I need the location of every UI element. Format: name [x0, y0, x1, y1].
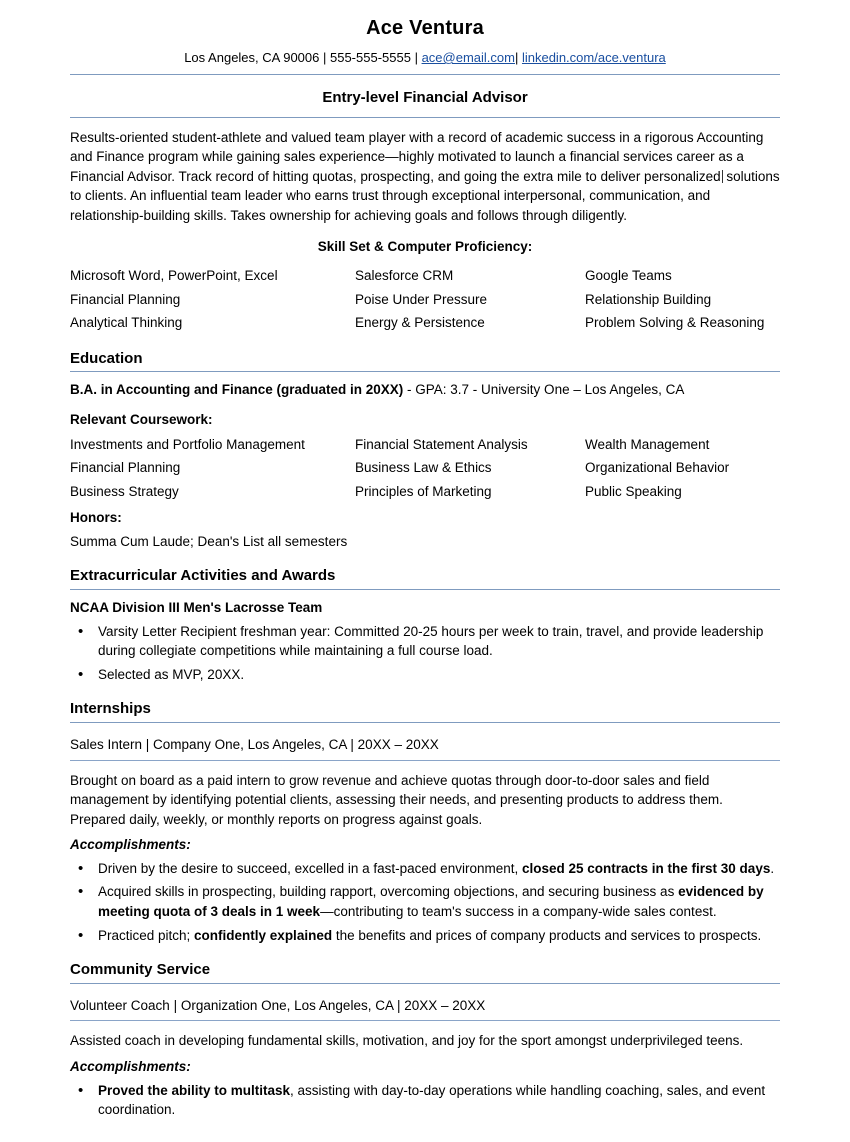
skills-grid [70, 265, 780, 334]
coursework-heading: Relevant Coursework: [70, 411, 213, 427]
extracurricular-divider [70, 589, 780, 590]
community-entry-line: Volunteer Coach | Organization One, Los Angeles, CA | 20XX – 20XX [70, 992, 780, 1022]
contact-sep-1: | [319, 50, 330, 65]
skill-item: Google Teams [585, 267, 672, 283]
bullet-bold: evidenced by meeting quota of 3 deals in 1 week [98, 884, 764, 920]
skills-heading: Skill Set & Computer Proficiency: [317, 239, 533, 255]
community-divider [70, 983, 780, 984]
section-heading-internships: Internships [70, 700, 151, 718]
community-bullets [70, 1081, 780, 1120]
bullet-pre: Practiced pitch; [98, 927, 195, 943]
contact-location: Los Angeles, CA 90006 [184, 50, 320, 65]
coursework-item: Principles of Marketing [355, 483, 492, 499]
coursework-item: Business Law & Ethics [355, 460, 492, 476]
list-item: • Selected as MVP, 20XX. [70, 665, 780, 685]
bullet-post: , assisting with day-to-day operations while handling coaching, sales, and event coordination. [98, 1082, 766, 1118]
email-link[interactable]: ace@email.com [421, 50, 515, 65]
community-accomplishments-label: Accomplishments: [70, 1059, 191, 1075]
coursework-item: Public Speaking [585, 483, 682, 499]
extracurricular-team: NCAA Division III Men's Lacrosse Team [70, 600, 323, 616]
internship-accomplishments-label: Accomplishments: [70, 837, 191, 853]
bullet-bold: closed 25 contracts in the first 30 days [521, 860, 771, 876]
degree-line [70, 380, 780, 400]
internships-divider [70, 722, 780, 723]
bullet-post: . [770, 860, 775, 876]
skill-item: Salesforce CRM [355, 267, 454, 283]
contact-sep-3: | [514, 50, 522, 65]
summary-text-part1: Results-oriented student-athlete and valued team player with a record of academic success in a rigorous Accounting and Finance program while gaining sales experience—highly motivated to launch a financial services career as a Financial Advisor. Track record of hitting quotas, prospecting, and going the extra mile to deliver personalized [70, 129, 764, 184]
coursework-item: Financial Statement Analysis [355, 436, 528, 452]
degree-bold: B.A. in Accounting and Finance (graduated in 20XX) [70, 382, 404, 398]
job-title-divider [70, 117, 780, 118]
internship-entry-line: Sales Intern | Company One, Los Angeles, CA | 20XX – 20XX [70, 731, 780, 761]
contact-line [70, 49, 780, 68]
summary-text-part2: solutions to clients. An influential team leader who earns trust through exceptional interpersonal, communication, and relationship-building skills. Takes ownership for achieving goals and follows through diligently. [70, 168, 780, 223]
coursework-item: Organizational Behavior [585, 460, 730, 476]
bullet-bold: confidently explained [194, 927, 333, 943]
coursework-item: Business Strategy [70, 483, 179, 499]
skill-item: Financial Planning [70, 291, 181, 307]
list-item [70, 859, 780, 879]
contact-sep-2: | [410, 50, 422, 65]
summary-paragraph [70, 128, 780, 226]
education-divider [70, 371, 780, 372]
contact-phone: 555-555-5555 [329, 50, 411, 65]
skill-item: Microsoft Word, PowerPoint, Excel [70, 267, 278, 283]
page-title: Ace Ventura [366, 17, 484, 39]
skill-item: Relationship Building [585, 291, 712, 307]
bullet-post: the benefits and prices of company products and services to prospects. [332, 927, 762, 943]
coursework-item: Investments and Portfolio Management [70, 436, 305, 452]
coursework-item: Financial Planning [70, 460, 181, 476]
linkedin-link[interactable]: linkedin.com/ace.ventura [521, 50, 666, 65]
list-item: • Varsity Letter Recipient freshman year: Committed 20-25 hours per week to train, travel, and provide leadership during collegiate competitions while maintaining a full course load. [70, 622, 780, 661]
coursework-item: Wealth Management [585, 436, 710, 452]
list-item [70, 1081, 780, 1120]
internship-bullets [70, 859, 780, 945]
skill-item: Problem Solving & Reasoning [585, 315, 765, 331]
honors-heading: Honors: [70, 510, 122, 526]
bullet-bold: Proved the ability to multitask [98, 1082, 291, 1098]
skill-item: Analytical Thinking [70, 315, 183, 331]
bullet-pre: Acquired skills in prospecting, building rapport, overcoming objections, and securing business as [98, 884, 679, 900]
internship-description: Brought on board as a paid intern to grow revenue and achieve quotas through door-to-door sales and field management by identifying potential clients, assessing their needs, and presenting products to address them. Prepared daily, weekly, or monthly reports on progress against goals. [70, 772, 723, 827]
extracurricular-bullets [70, 622, 780, 685]
honors-text: Summa Cum Laude; Dean's List all semesters [70, 533, 348, 549]
section-heading-extracurricular: Extracurricular Activities and Awards [70, 567, 336, 585]
header-divider [70, 74, 780, 75]
community-description: Assisted coach in developing fundamental skills, motivation, and joy for the sport amongst underprivileged teens. [70, 1033, 744, 1049]
skill-item: Energy & Persistence [355, 315, 485, 331]
bullet-post: —contributing to team's success in a company-wide sales contest. [320, 904, 717, 920]
list-item [70, 926, 780, 946]
section-heading-community-service: Community Service [70, 961, 211, 979]
text-cursor [722, 170, 723, 183]
section-heading-education: Education [70, 349, 143, 367]
list-item [70, 882, 780, 921]
skill-item: Poise Under Pressure [355, 291, 488, 307]
bullet-pre: Driven by the desire to succeed, excelled in a fast-paced environment, [98, 860, 522, 876]
coursework-grid [70, 434, 780, 503]
degree-rest: - GPA: 3.7 - University One – Los Angeles, CA [403, 382, 685, 398]
job-title: Entry-level Financial Advisor [322, 88, 528, 106]
